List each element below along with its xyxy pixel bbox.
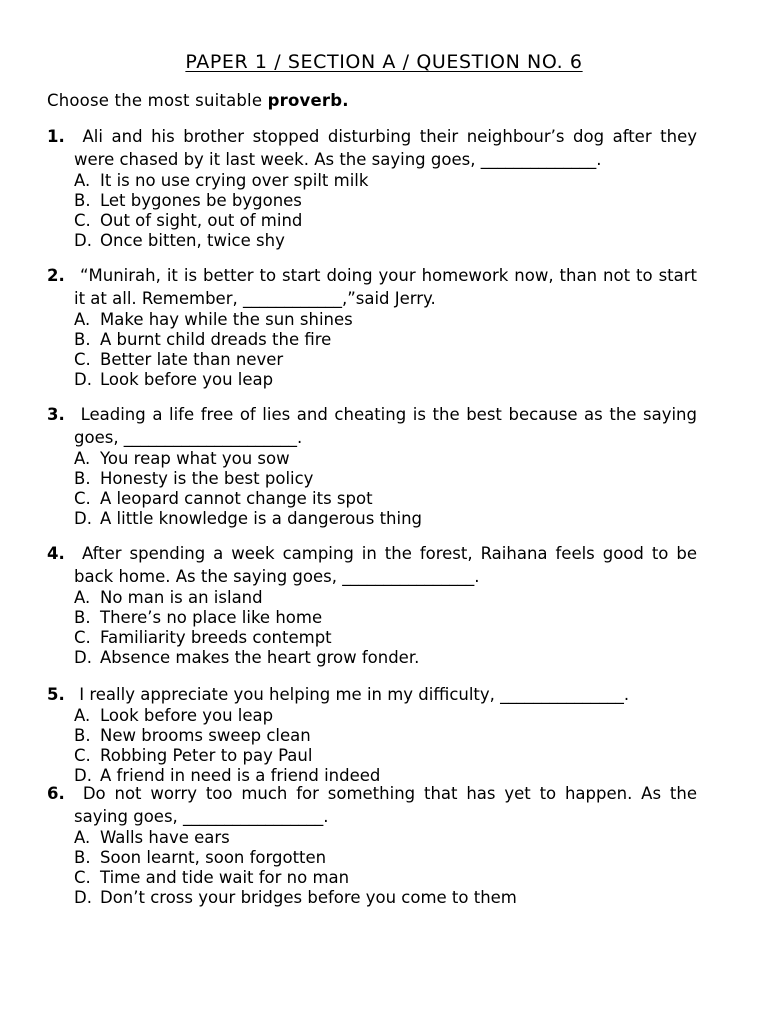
options-list <box>47 449 697 529</box>
option-letter: A. <box>74 449 91 468</box>
option-a[interactable] <box>47 449 697 469</box>
option-letter: B. <box>74 469 91 488</box>
question-6 <box>47 782 697 908</box>
option-letter: C. <box>74 211 91 230</box>
question-1 <box>47 125 697 251</box>
option-text: A friend in need is a friend indeed <box>100 766 381 785</box>
question-number: 1. <box>47 127 65 146</box>
option-d[interactable] <box>47 888 697 908</box>
option-letter: D. <box>74 766 92 785</box>
option-letter: C. <box>74 868 91 887</box>
option-d[interactable] <box>47 370 697 390</box>
option-d[interactable] <box>47 231 697 251</box>
question-number: 5. <box>47 685 65 704</box>
option-letter: D. <box>74 509 92 528</box>
question-stem <box>47 683 697 706</box>
option-text: Make hay while the sun shines <box>100 310 353 329</box>
option-c[interactable] <box>47 211 697 231</box>
option-letter: B. <box>74 608 91 627</box>
question-number: 2. <box>47 266 65 285</box>
question-2 <box>47 264 697 390</box>
option-letter: A. <box>74 828 91 847</box>
option-b[interactable] <box>47 330 697 350</box>
option-a[interactable] <box>47 310 697 330</box>
option-c[interactable] <box>47 628 697 648</box>
option-letter: C. <box>74 350 91 369</box>
options-list <box>47 310 697 390</box>
option-text: Look before you leap <box>100 706 274 725</box>
option-letter: D. <box>74 231 92 250</box>
option-text: You reap what you sow <box>100 449 290 468</box>
option-c[interactable] <box>47 868 697 888</box>
option-letter: B. <box>74 191 91 210</box>
question-stem <box>47 782 697 828</box>
question-text: “Munirah, it is better to start doing your homework now, than not to start it at all. Remember, ____________,”said Jerry. <box>74 266 697 308</box>
question-3 <box>47 403 697 529</box>
option-text: Absence makes the heart grow fonder. <box>100 648 420 667</box>
question-4 <box>47 542 697 668</box>
option-d[interactable] <box>47 648 697 668</box>
question-stem <box>47 264 697 310</box>
question-number: 3. <box>47 405 65 424</box>
question-text: Leading a life free of lies and cheating is the best because as the saying goes, _____________________. <box>74 405 697 447</box>
question-text: Ali and his brother stopped disturbing their neighbour’s dog after they were chased by it last week. As the saying goes, ______________. <box>74 127 697 169</box>
option-b[interactable] <box>47 191 697 211</box>
option-b[interactable] <box>47 608 697 628</box>
option-letter: C. <box>74 628 91 647</box>
option-text: Better late than never <box>100 350 284 369</box>
option-text: New brooms sweep clean <box>100 726 311 745</box>
option-text: Don’t cross your bridges before you come to them <box>100 888 517 907</box>
question-text: I really appreciate you helping me in my difficulty, _______________. <box>74 685 630 704</box>
option-c[interactable] <box>47 489 697 509</box>
options-list <box>47 706 697 786</box>
option-letter: D. <box>74 370 92 389</box>
page-title: PAPER 1 / SECTION A / QUESTION NO. 6 <box>185 51 583 73</box>
option-a[interactable] <box>47 828 697 848</box>
instruction <box>47 89 349 112</box>
option-c[interactable] <box>47 746 697 766</box>
option-d[interactable] <box>47 509 697 529</box>
option-text: Time and tide wait for no man <box>100 868 350 887</box>
option-a[interactable] <box>47 588 697 608</box>
option-text: Out of sight, out of mind <box>100 211 303 230</box>
option-c[interactable] <box>47 350 697 370</box>
option-text: Honesty is the best policy <box>100 469 314 488</box>
option-b[interactable] <box>47 848 697 868</box>
option-text: A leopard cannot change its spot <box>100 489 373 508</box>
option-letter: D. <box>74 888 92 907</box>
option-letter: A. <box>74 171 91 190</box>
option-text: Robbing Peter to pay Paul <box>100 746 313 765</box>
option-a[interactable] <box>47 706 697 726</box>
question-text: Do not worry too much for something that has yet to happen. As the saying goes, _________________. <box>74 784 697 826</box>
option-letter: C. <box>74 489 91 508</box>
options-list <box>47 588 697 668</box>
option-text: Once bitten, twice shy <box>100 231 285 250</box>
option-text: A burnt child dreads the fire <box>100 330 332 349</box>
question-stem <box>47 403 697 449</box>
question-text: After spending a week camping in the forest, Raihana feels good to be back home. As the saying goes, ________________. <box>74 544 697 586</box>
option-letter: A. <box>74 706 91 725</box>
option-a[interactable] <box>47 171 697 191</box>
option-text: There’s no place like home <box>100 608 323 627</box>
option-letter: A. <box>74 588 91 607</box>
option-text: Look before you leap <box>100 370 274 389</box>
option-letter: C. <box>74 746 91 765</box>
options-list <box>47 171 697 251</box>
option-text: It is no use crying over spilt milk <box>100 171 369 190</box>
instruction-text: Choose the most suitable <box>47 91 268 110</box>
question-number: 4. <box>47 544 65 563</box>
option-text: Let bygones be bygones <box>100 191 302 210</box>
question-stem <box>47 125 697 171</box>
question-number: 6. <box>47 784 65 803</box>
option-text: Familiarity breeds contempt <box>100 628 332 647</box>
instruction-emphasis: proverb. <box>267 91 349 110</box>
option-letter: B. <box>74 848 91 867</box>
option-text: Soon learnt, soon forgotten <box>100 848 327 867</box>
option-b[interactable] <box>47 469 697 489</box>
option-letter: D. <box>74 648 92 667</box>
option-b[interactable] <box>47 726 697 746</box>
option-text: No man is an island <box>100 588 263 607</box>
options-list <box>47 828 697 908</box>
question-5 <box>47 683 697 786</box>
question-stem <box>47 542 697 588</box>
option-letter: B. <box>74 330 91 349</box>
option-text: Walls have ears <box>100 828 230 847</box>
option-text: A little knowledge is a dangerous thing <box>100 509 423 528</box>
option-letter: B. <box>74 726 91 745</box>
option-letter: A. <box>74 310 91 329</box>
